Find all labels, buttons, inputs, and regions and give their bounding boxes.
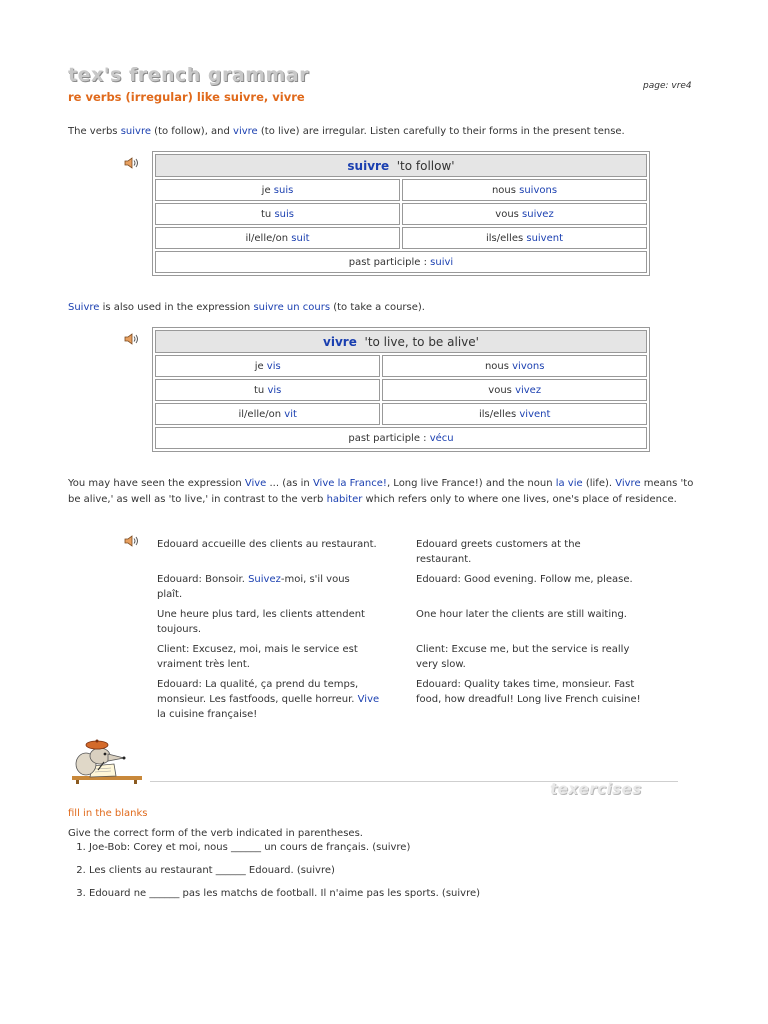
verb-link-habiter[interactable]: habiter [326,494,363,505]
vivre-note: You may have seen the expression Vive ... (as in Vive la France!, Long live France!) and the noun la vie (life). Vivre means 'to be alive,' as well as 'to live,' in contrast to the verb habiter which refers only to where one lives, one's place of residence. [68,478,694,505]
texercises-logo: texercises [550,780,642,798]
list-item: 3. Edouard ne ______ pas les matchs de football. Il n'aime pas les sports. (suivre) [89,888,689,900]
expression-link[interactable]: suivre un cours [253,302,331,313]
dialogue-french-line: Une heure plus tard, les clients attendent toujours. [157,609,365,635]
table-meaning: 'to live, to be alive' [364,334,479,349]
intro-text: (to follow), and [151,126,234,137]
verb-form[interactable]: suit [291,232,310,244]
verb-form[interactable]: suivez [522,208,554,220]
suivre-note: Suivre is also used in the expression suivre un cours (to take a course). [68,302,425,313]
expression-link[interactable]: Vive [244,478,267,489]
table-header [155,330,647,353]
table-row: il/elle/on suit ils/elles suivent [155,227,647,249]
speaker-icon[interactable] [124,534,140,548]
dialogue-french-line: Client: Excusez, moi, mais le service est vraiment très lent. [157,644,358,670]
verb-form[interactable]: suivons [519,184,558,196]
table-row: je vis nous vivons [155,355,647,377]
past-participle[interactable]: vécu [429,432,454,444]
table-row: il/elle/on vit ils/elles vivent [155,403,647,425]
dialogue-french-line: Edouard accueille des clients au restaurant. [157,539,377,550]
intro-paragraph [68,124,708,140]
verb-form[interactable]: vivons [512,360,545,372]
past-participle-row: past participle : vécu [155,427,647,449]
page-reference: page: vre4 [643,81,692,91]
suivre-conjugation-table [152,151,650,276]
dialogue-english-line: One hour later the clients are still waiting. [416,609,627,620]
speaker-icon[interactable] [124,332,140,346]
site-logo: tex's french grammar [68,64,309,86]
table-verb: vivre [323,334,357,349]
verb-form[interactable]: vivent [519,408,551,420]
verb-form[interactable]: Vive [357,694,380,705]
table-meaning: 'to follow' [396,158,455,173]
verb-form[interactable]: vis [267,384,282,396]
dialogue-english-line: Edouard: Quality takes time, monsieur. Fast food, how dreadful! Long live French cuisine! [416,679,641,705]
intro-text: The verbs [68,126,121,137]
dialogue-french-line: Edouard: La qualité, ça prend du temps, monsieur. Les fastfoods, quelle horreur. Vive la cuisine française! [157,679,380,720]
list-item: 1. Joe-Bob: Corey et moi, nous ______ un cours de français. (suivre) [89,842,689,854]
past-participle[interactable]: suivi [430,256,454,268]
dialogue-french-line: Edouard: Bonsoir. Suivez-moi, s'il vous plaît. [157,574,350,600]
verb-form[interactable]: suis [273,184,294,196]
fox-mascot-icon [68,736,152,787]
dialogue-english-line: Edouard: Good evening. Follow me, please. [416,574,633,585]
table-header [155,154,647,177]
verb-form[interactable]: vivez [515,384,542,396]
verb-link-suivre[interactable]: suivre [120,126,151,137]
table-verb: suivre [347,158,390,173]
verb-form[interactable]: Suivez [248,574,281,585]
exercise-title: fill in the blanks [68,808,148,819]
verb-link-vivre[interactable]: vivre [233,126,258,137]
verb-form[interactable]: suis [274,208,294,220]
vivre-conjugation-table [152,327,650,452]
verb-form[interactable]: vit [284,408,297,420]
dialogue-english-line: Client: Excuse me, but the service is really very slow. [416,644,630,670]
exercise-instructions: Give the correct form of the verb indicated in parentheses. [68,828,363,839]
table-row: je suis nous suivons [155,179,647,201]
table-row: tu vis vous vivez [155,379,647,401]
past-participle-row: past participle : suivi [155,251,647,273]
speaker-icon[interactable] [124,156,140,170]
verb-link-suivre[interactable]: Suivre [68,302,100,313]
verb-form[interactable]: vis [266,360,281,372]
verb-link-vivre[interactable]: Vivre [615,478,641,489]
expression-link[interactable]: la vie [555,478,583,489]
verb-form[interactable]: suivent [526,232,564,244]
dialogue-english-line: Edouard greets customers at the restaurant. [416,539,581,565]
exercise-list [68,842,689,911]
page-subtitle: re verbs (irregular) like suivre, vivre [68,90,305,104]
expression-link[interactable]: Vive la France! [312,478,387,489]
table-row: tu suis vous suivez [155,203,647,225]
list-item: 2. Les clients au restaurant ______ Edouard. (suivre) [89,865,689,877]
intro-text: (to live) are irregular. Listen carefully to their forms in the present tense. [257,126,625,137]
